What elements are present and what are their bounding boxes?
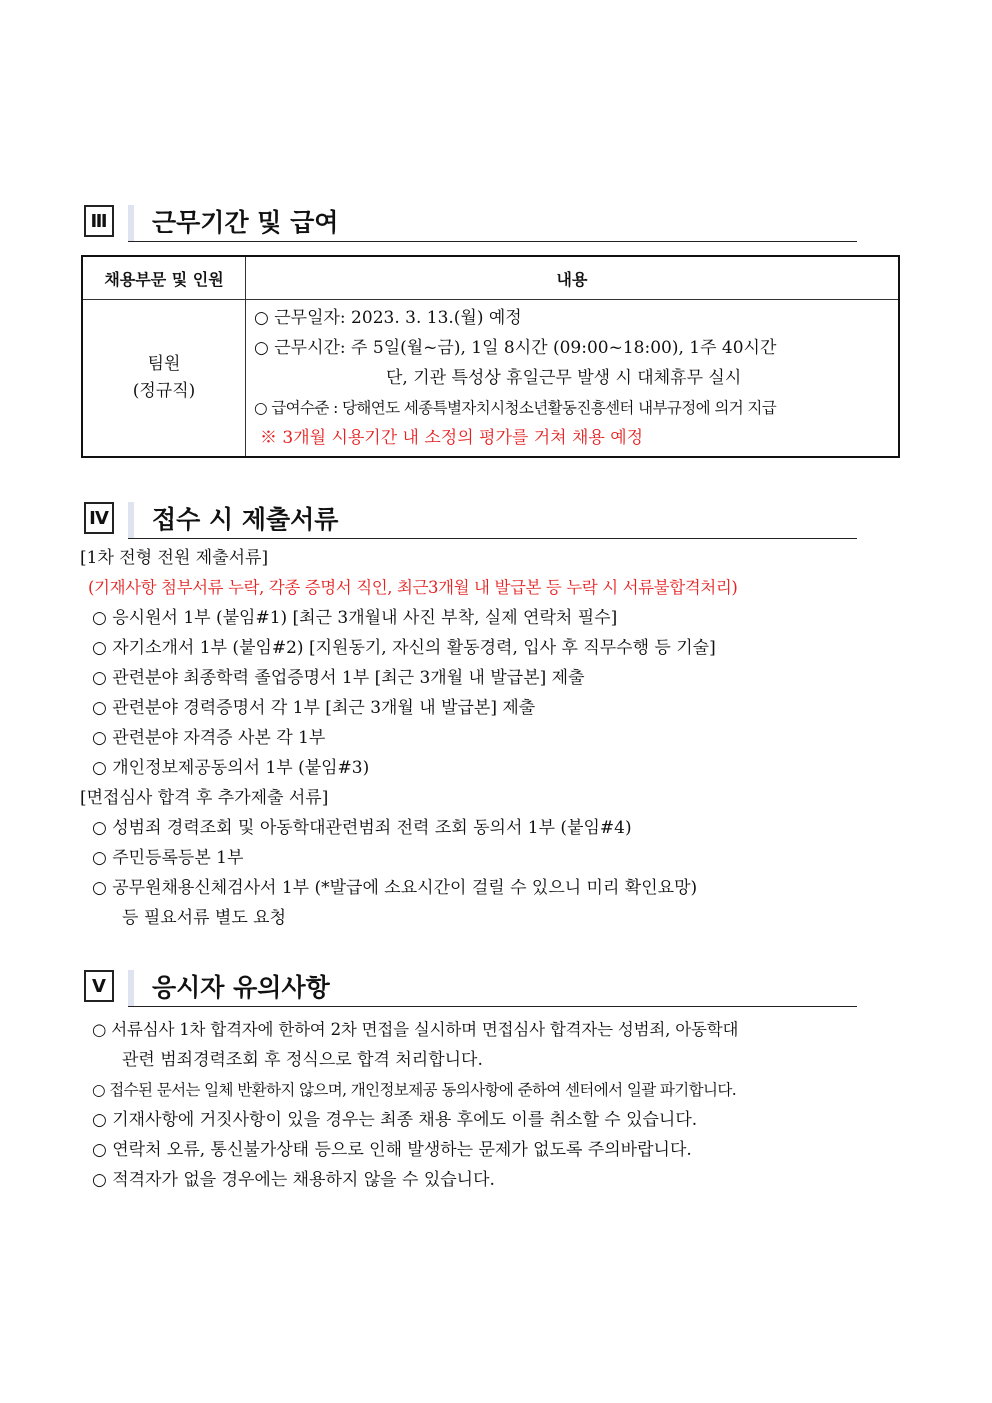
notice-item: ○ 서류심사 1차 합격자에 한하여 2차 면접을 실시하며 면접심사 합격자는 성범죄, 아동학대 (92, 1020, 739, 1039)
group-1-title: [1차 전형 전원 제출서류] (80, 548, 269, 568)
table-header-row (82, 256, 899, 300)
notice-item: ○ 접수된 문서는 일체 반환하지 않으며, 개인정보제공 동의사항에 준하여 센터에서 일괄 파기합니다. (92, 1081, 737, 1099)
list-item: ○ 관련분야 최종학력 졸업증명서 1부 [최근 3개월 내 발급본] 제출 (92, 668, 585, 688)
heading-accent-bar (128, 205, 134, 241)
position-name: 팀원 (147, 354, 181, 374)
employment-table (81, 255, 900, 458)
heading-underline (128, 241, 857, 242)
list-item: ○ 개인정보제공동의서 1부 (붙임#3) (92, 758, 370, 778)
salary-level: ○ 급여수준 : 당해연도 세종특별자치시청소년활동진흥센터 내부규정에 의거 지급 (254, 399, 777, 417)
section-3-heading (84, 205, 857, 243)
work-hours: ○ 근무시간: 주 5일(월~금), 1일 8시간 (09:00~18:00), 1주 40시간 (254, 338, 777, 358)
heading-underline (128, 538, 857, 539)
list-item: ○ 공무원채용신체검사서 1부 (*발급에 소요시간이 걸릴 수 있으니 미리 확인요망) (92, 878, 698, 898)
section-3-number: Ⅲ (84, 205, 114, 237)
position-cell (82, 300, 246, 458)
probation-note: ※ 3개월 시용기간 내 소정의 평가를 거쳐 채용 예정 (260, 428, 644, 448)
notice-item: ○ 연락처 오류, 통신불가상태 등으로 인해 발생하는 문제가 없도록 주의바랍니다. (92, 1140, 692, 1160)
list-item-continuation: 등 필요서류 별도 요청 (122, 908, 287, 928)
position-type: (정규직) (132, 381, 196, 401)
section-3-title: 근무기간 및 급여 (152, 208, 339, 237)
header-content: 내용 (246, 256, 900, 300)
header-position: 채용부문 및 인원 (82, 256, 246, 300)
list-item: ○ 자기소개서 1부 (붙임#2) [지원동기, 자신의 활동경력, 입사 후 직무수행 등 기술] (92, 638, 716, 658)
heading-accent-bar (128, 970, 134, 1006)
section-4-heading (84, 502, 857, 540)
heading-underline (128, 1006, 857, 1007)
section-5-heading (84, 970, 857, 1008)
group-1-note: (기재사항 첨부서류 누락, 각종 증명서 직인, 최근3개월 내 발급본 등 누락 시 서류불합격처리) (88, 578, 738, 597)
list-item: ○ 주민등록등본 1부 (92, 848, 244, 868)
work-hours-note: 단, 기관 특성상 휴일근무 발생 시 대체휴무 실시 (386, 368, 742, 388)
list-item: ○ 관련분야 자격증 사본 각 1부 (92, 728, 326, 748)
work-date: ○ 근무일자: 2023. 3. 13.(월) 예정 (254, 308, 522, 328)
heading-accent-bar (128, 502, 134, 538)
notice-item: ○ 기재사항에 거짓사항이 있을 경우는 최종 채용 후에도 이를 취소할 수 있습니다. (92, 1110, 698, 1130)
notice-item-continuation: 관련 범죄경력조회 후 정식으로 합격 처리합니다. (122, 1050, 483, 1070)
section-5-title: 응시자 유의사항 (152, 973, 330, 1002)
list-item: ○ 응시원서 1부 (붙임#1) [최근 3개월내 사진 부착, 실제 연락처 필수] (92, 608, 618, 628)
list-item: ○ 관련분야 경력증명서 각 1부 [최근 3개월 내 발급본] 제출 (92, 698, 536, 718)
content-cell (246, 300, 900, 458)
section-4-title: 접수 시 제출서류 (152, 505, 339, 534)
section-5-number: Ⅴ (84, 970, 114, 1002)
list-item: ○ 성범죄 경력조회 및 아동학대관련범죄 전력 조회 동의서 1부 (붙임#4) (92, 818, 632, 838)
table-row (82, 300, 899, 458)
notice-item: ○ 적격자가 없을 경우에는 채용하지 않을 수 있습니다. (92, 1170, 495, 1190)
section-4-number: Ⅳ (84, 502, 114, 534)
group-2-title: [면접심사 합격 후 추가제출 서류] (80, 788, 329, 808)
